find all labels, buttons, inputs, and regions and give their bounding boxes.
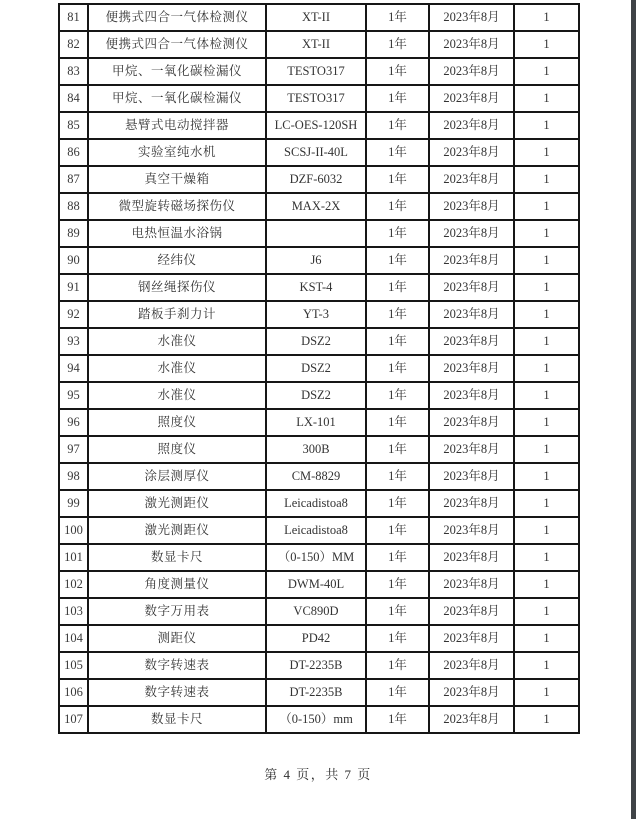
cell-index: 85: [59, 112, 88, 139]
cell-model: XT-II: [266, 31, 366, 58]
cell-index: 96: [59, 409, 88, 436]
cell-calibration-date: 2023年8月: [429, 247, 514, 274]
cell-calibration-date: 2023年8月: [429, 274, 514, 301]
cell-calibration-period: 1年: [366, 436, 429, 463]
cell-quantity: 1: [514, 139, 579, 166]
table-row: [59, 598, 579, 625]
cell-equipment-name: 真空干燥箱: [88, 166, 266, 193]
cell-calibration-date: 2023年8月: [429, 571, 514, 598]
cell-index: 97: [59, 436, 88, 463]
cell-model: KST-4: [266, 274, 366, 301]
cell-model: DSZ2: [266, 328, 366, 355]
table-row: [59, 436, 579, 463]
cell-quantity: 1: [514, 490, 579, 517]
cell-calibration-date: 2023年8月: [429, 463, 514, 490]
cell-equipment-name: 微型旋转磁场探伤仪: [88, 193, 266, 220]
cell-equipment-name: 电热恒温水浴锅: [88, 220, 266, 247]
cell-index: 86: [59, 139, 88, 166]
cell-equipment-name: 便携式四合一气体检测仪: [88, 4, 266, 31]
cell-equipment-name: 测距仪: [88, 625, 266, 652]
cell-equipment-name: 数字万用表: [88, 598, 266, 625]
cell-model: CM-8829: [266, 463, 366, 490]
cell-calibration-period: 1年: [366, 544, 429, 571]
cell-index: 106: [59, 679, 88, 706]
cell-quantity: 1: [514, 625, 579, 652]
cell-index: 104: [59, 625, 88, 652]
cell-calibration-date: 2023年8月: [429, 409, 514, 436]
table-row: [59, 220, 579, 247]
cell-index: 82: [59, 31, 88, 58]
cell-calibration-date: 2023年8月: [429, 517, 514, 544]
cell-calibration-date: 2023年8月: [429, 31, 514, 58]
cell-model: XT-II: [266, 4, 366, 31]
cell-calibration-period: 1年: [366, 706, 429, 733]
page-number-footer: 第 4 页，共 7 页: [264, 767, 372, 782]
cell-equipment-name: 水准仪: [88, 382, 266, 409]
cell-quantity: 1: [514, 85, 579, 112]
table-row: [59, 625, 579, 652]
cell-calibration-date: 2023年8月: [429, 355, 514, 382]
cell-calibration-period: 1年: [366, 490, 429, 517]
table-row: [59, 652, 579, 679]
table-row: [59, 409, 579, 436]
cell-quantity: 1: [514, 679, 579, 706]
cell-index: 100: [59, 517, 88, 544]
table-row: [59, 328, 579, 355]
cell-index: 92: [59, 301, 88, 328]
cell-index: 87: [59, 166, 88, 193]
cell-calibration-period: 1年: [366, 355, 429, 382]
cell-quantity: 1: [514, 436, 579, 463]
cell-model: Leicadistoa8: [266, 490, 366, 517]
cell-quantity: 1: [514, 166, 579, 193]
cell-model: DWM-40L: [266, 571, 366, 598]
cell-equipment-name: 数显卡尺: [88, 544, 266, 571]
cell-model: J6: [266, 247, 366, 274]
cell-quantity: 1: [514, 544, 579, 571]
cell-equipment-name: 涂层测厚仪: [88, 463, 266, 490]
cell-calibration-period: 1年: [366, 139, 429, 166]
cell-quantity: 1: [514, 4, 579, 31]
cell-quantity: 1: [514, 193, 579, 220]
cell-model: TESTO317: [266, 58, 366, 85]
cell-calibration-date: 2023年8月: [429, 4, 514, 31]
cell-index: 103: [59, 598, 88, 625]
cell-index: 105: [59, 652, 88, 679]
cell-equipment-name: 悬臂式电动搅拌器: [88, 112, 266, 139]
cell-calibration-date: 2023年8月: [429, 706, 514, 733]
cell-model: LC-OES-120SH: [266, 112, 366, 139]
table-row: [59, 490, 579, 517]
cell-index: 89: [59, 220, 88, 247]
cell-equipment-name: 实验室纯水机: [88, 139, 266, 166]
cell-calibration-date: 2023年8月: [429, 139, 514, 166]
cell-quantity: 1: [514, 112, 579, 139]
cell-equipment-name: 数显卡尺: [88, 706, 266, 733]
cell-quantity: 1: [514, 328, 579, 355]
table-row: [59, 4, 579, 31]
cell-quantity: 1: [514, 301, 579, 328]
cell-quantity: 1: [514, 382, 579, 409]
cell-model: Leicadistoa8: [266, 517, 366, 544]
equipment-table-container: [58, 3, 580, 734]
cell-calibration-period: 1年: [366, 571, 429, 598]
table-row: [59, 382, 579, 409]
cell-calibration-date: 2023年8月: [429, 382, 514, 409]
cell-calibration-period: 1年: [366, 382, 429, 409]
viewer-right-edge: [631, 0, 636, 819]
cell-index: 93: [59, 328, 88, 355]
cell-calibration-date: 2023年8月: [429, 166, 514, 193]
cell-calibration-date: 2023年8月: [429, 328, 514, 355]
cell-model: DSZ2: [266, 382, 366, 409]
table-row: [59, 166, 579, 193]
cell-model: PD42: [266, 625, 366, 652]
cell-calibration-period: 1年: [366, 31, 429, 58]
table-row: [59, 706, 579, 733]
cell-index: 101: [59, 544, 88, 571]
cell-model: LX-101: [266, 409, 366, 436]
cell-calibration-period: 1年: [366, 679, 429, 706]
cell-calibration-period: 1年: [366, 193, 429, 220]
cell-calibration-period: 1年: [366, 517, 429, 544]
cell-quantity: 1: [514, 58, 579, 85]
cell-quantity: 1: [514, 517, 579, 544]
cell-model: （0-150）mm: [266, 706, 366, 733]
cell-quantity: 1: [514, 463, 579, 490]
cell-equipment-name: 水准仪: [88, 355, 266, 382]
cell-index: 95: [59, 382, 88, 409]
cell-calibration-period: 1年: [366, 301, 429, 328]
cell-model: 300B: [266, 436, 366, 463]
cell-index: 91: [59, 274, 88, 301]
cell-model: DZF-6032: [266, 166, 366, 193]
cell-equipment-name: 激光测距仪: [88, 517, 266, 544]
cell-equipment-name: 照度仪: [88, 409, 266, 436]
cell-quantity: 1: [514, 706, 579, 733]
table-row: [59, 58, 579, 85]
cell-calibration-period: 1年: [366, 4, 429, 31]
table-row: [59, 274, 579, 301]
cell-equipment-name: 经纬仪: [88, 247, 266, 274]
cell-calibration-period: 1年: [366, 463, 429, 490]
cell-calibration-date: 2023年8月: [429, 220, 514, 247]
cell-equipment-name: 数字转速表: [88, 679, 266, 706]
cell-calibration-period: 1年: [366, 409, 429, 436]
cell-quantity: 1: [514, 652, 579, 679]
cell-equipment-name: 水准仪: [88, 328, 266, 355]
cell-calibration-date: 2023年8月: [429, 112, 514, 139]
cell-quantity: 1: [514, 409, 579, 436]
table-row: [59, 247, 579, 274]
cell-calibration-period: 1年: [366, 652, 429, 679]
table-row: [59, 139, 579, 166]
cell-index: 98: [59, 463, 88, 490]
cell-calibration-date: 2023年8月: [429, 301, 514, 328]
cell-calibration-period: 1年: [366, 247, 429, 274]
table-row: [59, 463, 579, 490]
cell-calibration-period: 1年: [366, 58, 429, 85]
cell-index: 90: [59, 247, 88, 274]
cell-calibration-period: 1年: [366, 220, 429, 247]
cell-equipment-name: 激光测距仪: [88, 490, 266, 517]
cell-calibration-period: 1年: [366, 85, 429, 112]
cell-model: VC890D: [266, 598, 366, 625]
table-row: [59, 517, 579, 544]
cell-calibration-date: 2023年8月: [429, 679, 514, 706]
table-row: [59, 301, 579, 328]
cell-index: 84: [59, 85, 88, 112]
cell-quantity: 1: [514, 274, 579, 301]
equipment-table: [58, 3, 580, 734]
cell-index: 99: [59, 490, 88, 517]
cell-calibration-date: 2023年8月: [429, 436, 514, 463]
cell-model: DSZ2: [266, 355, 366, 382]
cell-calibration-period: 1年: [366, 274, 429, 301]
equipment-table-body: [59, 4, 579, 733]
table-row: [59, 355, 579, 382]
cell-equipment-name: 甲烷、一氧化碳检漏仪: [88, 85, 266, 112]
table-row: [59, 679, 579, 706]
cell-index: 83: [59, 58, 88, 85]
cell-model: DT-2235B: [266, 652, 366, 679]
cell-equipment-name: 便携式四合一气体检测仪: [88, 31, 266, 58]
cell-calibration-period: 1年: [366, 328, 429, 355]
cell-model: TESTO317: [266, 85, 366, 112]
cell-model: YT-3: [266, 301, 366, 328]
cell-equipment-name: 钢丝绳探伤仪: [88, 274, 266, 301]
cell-quantity: 1: [514, 355, 579, 382]
cell-quantity: 1: [514, 247, 579, 274]
cell-calibration-date: 2023年8月: [429, 58, 514, 85]
cell-index: 81: [59, 4, 88, 31]
cell-calibration-date: 2023年8月: [429, 598, 514, 625]
cell-calibration-date: 2023年8月: [429, 625, 514, 652]
cell-index: 107: [59, 706, 88, 733]
table-row: [59, 193, 579, 220]
cell-index: 88: [59, 193, 88, 220]
cell-quantity: 1: [514, 571, 579, 598]
cell-equipment-name: 数字转速表: [88, 652, 266, 679]
cell-calibration-period: 1年: [366, 166, 429, 193]
cell-calibration-period: 1年: [366, 112, 429, 139]
cell-index: 102: [59, 571, 88, 598]
cell-calibration-date: 2023年8月: [429, 85, 514, 112]
cell-equipment-name: 踏板手刹力计: [88, 301, 266, 328]
cell-calibration-period: 1年: [366, 598, 429, 625]
cell-equipment-name: 照度仪: [88, 436, 266, 463]
cell-index: 94: [59, 355, 88, 382]
table-row: [59, 31, 579, 58]
table-row: [59, 112, 579, 139]
cell-calibration-date: 2023年8月: [429, 490, 514, 517]
cell-calibration-date: 2023年8月: [429, 652, 514, 679]
table-row: [59, 544, 579, 571]
cell-model: DT-2235B: [266, 679, 366, 706]
cell-calibration-date: 2023年8月: [429, 544, 514, 571]
cell-model: MAX-2X: [266, 193, 366, 220]
cell-model: SCSJ-II-40L: [266, 139, 366, 166]
cell-calibration-date: 2023年8月: [429, 193, 514, 220]
cell-quantity: 1: [514, 31, 579, 58]
cell-model: （0-150）MM: [266, 544, 366, 571]
cell-quantity: 1: [514, 220, 579, 247]
cell-model: [266, 220, 366, 247]
cell-equipment-name: 甲烷、一氧化碳检漏仪: [88, 58, 266, 85]
cell-equipment-name: 角度测量仪: [88, 571, 266, 598]
table-row: [59, 571, 579, 598]
cell-calibration-period: 1年: [366, 625, 429, 652]
table-row: [59, 85, 579, 112]
cell-quantity: 1: [514, 598, 579, 625]
